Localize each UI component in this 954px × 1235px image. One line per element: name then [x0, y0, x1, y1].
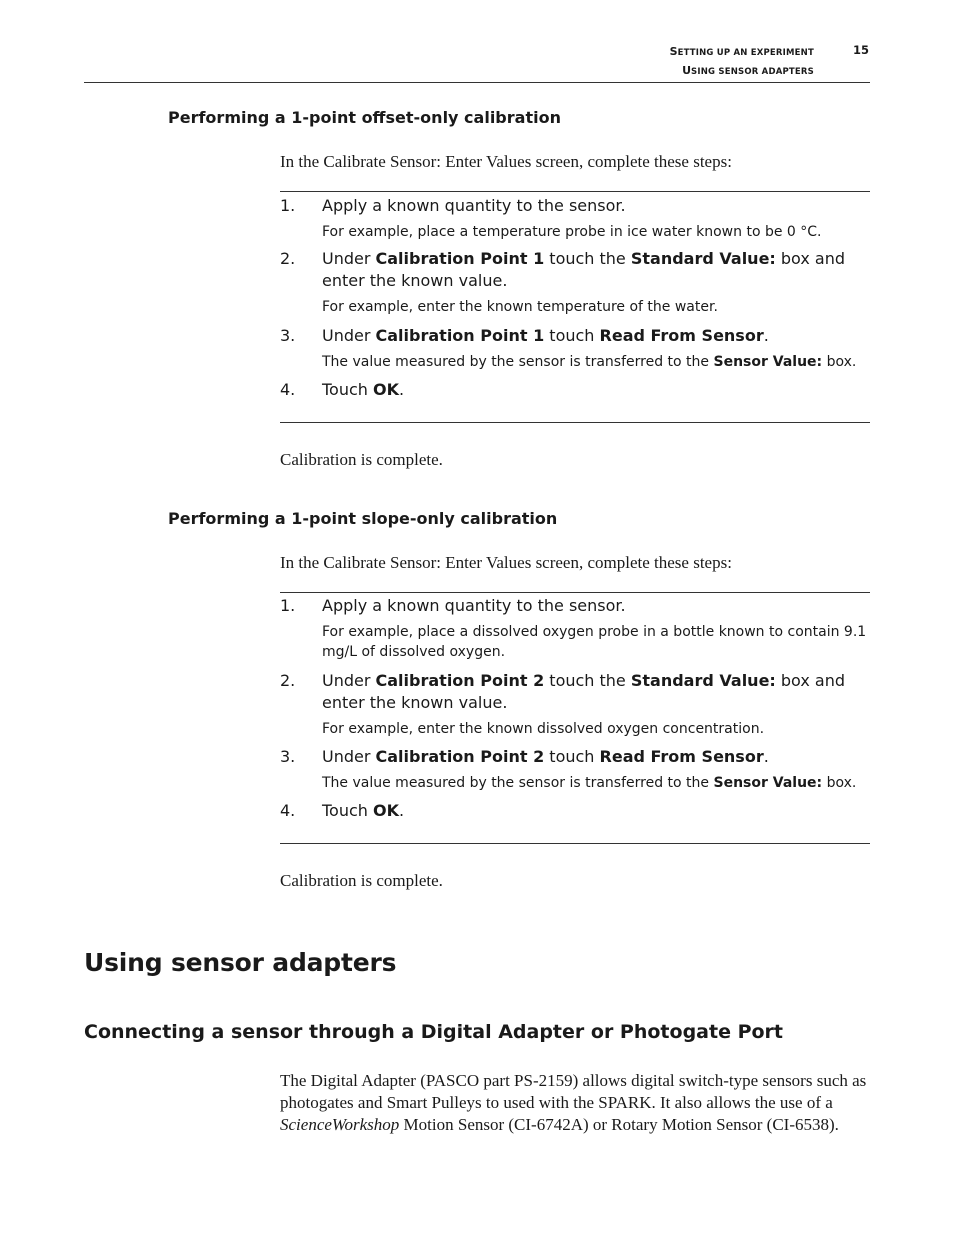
step-number: 3.: [280, 747, 296, 766]
offset-calibration-heading: Performing a 1-point offset-only calibration: [168, 108, 561, 127]
running-header: [670, 43, 814, 81]
offset-calibration-intro: In the Calibrate Sensor: Enter Values screen, complete these steps:: [280, 152, 732, 171]
step-note: The value measured by the sensor is transferred to the Sensor Value: box.: [322, 775, 857, 791]
steps-bottom-rule: [280, 843, 870, 844]
list-item: [280, 379, 870, 401]
step-number: 4.: [280, 380, 296, 399]
steps-top-rule: [280, 592, 870, 593]
step-text: Apply a known quantity to the sensor.: [322, 596, 626, 615]
list-item: [280, 595, 870, 662]
slope-calibration-heading: Performing a 1-point slope-only calibration: [168, 509, 558, 528]
list-item: [280, 670, 870, 739]
step-number: 3.: [280, 326, 296, 345]
list-item: [280, 248, 870, 317]
step-number: 4.: [280, 801, 296, 820]
list-item: [280, 746, 870, 793]
slope-calibration-intro: In the Calibrate Sensor: Enter Values screen, complete these steps:: [280, 553, 732, 572]
step-note: For example, place a dissolved oxygen probe in a bottle known to contain 9.1 mg/L of dissolved oxygen.: [322, 624, 867, 660]
slope-steps-list: [280, 595, 870, 822]
offset-calibration-complete: Calibration is complete.: [280, 450, 443, 469]
step-number: 2.: [280, 671, 296, 690]
step-number: 1.: [280, 196, 296, 215]
step-text: Touch OK.: [322, 380, 405, 399]
subsection-title: Connecting a sensor through a Digital Adapter or Photogate Port: [84, 1021, 784, 1043]
digital-adapter-paragraph: The Digital Adapter (PASCO part PS-2159) allows digital switch-type sensors such as photogates and Smart Pulleys to used with the SPARK. It also allows the use of a ScienceWorkshop Motion Sensor (CI-6742A) or Rotary Motion Sensor (CI-6538).: [280, 1071, 867, 1134]
step-text: Under Calibration Point 1 touch the Standard Value: box and enter the known value.: [322, 249, 846, 290]
offset-steps-list: [280, 195, 870, 401]
step-number: 2.: [280, 249, 296, 268]
step-note: For example, enter the known temperature of the water.: [322, 299, 718, 315]
step-text: Under Calibration Point 1 touch Read From Sensor.: [322, 326, 769, 345]
steps-bottom-rule: [280, 422, 870, 423]
slope-calibration-complete: Calibration is complete.: [280, 871, 443, 890]
header-divider: [84, 82, 870, 83]
step-note: For example, enter the known dissolved oxygen concentration.: [322, 721, 765, 737]
section-title: Using sensor adapters: [84, 948, 397, 977]
step-text: Under Calibration Point 2 touch Read From Sensor.: [322, 747, 769, 766]
step-note: The value measured by the sensor is transferred to the Sensor Value: box.: [322, 354, 857, 370]
step-number: 1.: [280, 596, 296, 615]
list-item: [280, 325, 870, 372]
step-note: For example, place a temperature probe in ice water known to be 0 °C.: [322, 224, 822, 240]
running-title-chapter: SETTING UP AN EXPERIMENT: [669, 45, 814, 58]
running-title-section: USING SENSOR ADAPTERS: [682, 64, 814, 77]
step-text: Touch OK.: [322, 801, 405, 820]
step-text: Apply a known quantity to the sensor.: [322, 196, 626, 215]
list-item: [280, 800, 870, 822]
list-item: [280, 195, 870, 242]
steps-top-rule: [280, 191, 870, 192]
step-text: Under Calibration Point 2 touch the Standard Value: box and enter the known value.: [322, 671, 846, 712]
page-number: 15: [853, 43, 870, 57]
